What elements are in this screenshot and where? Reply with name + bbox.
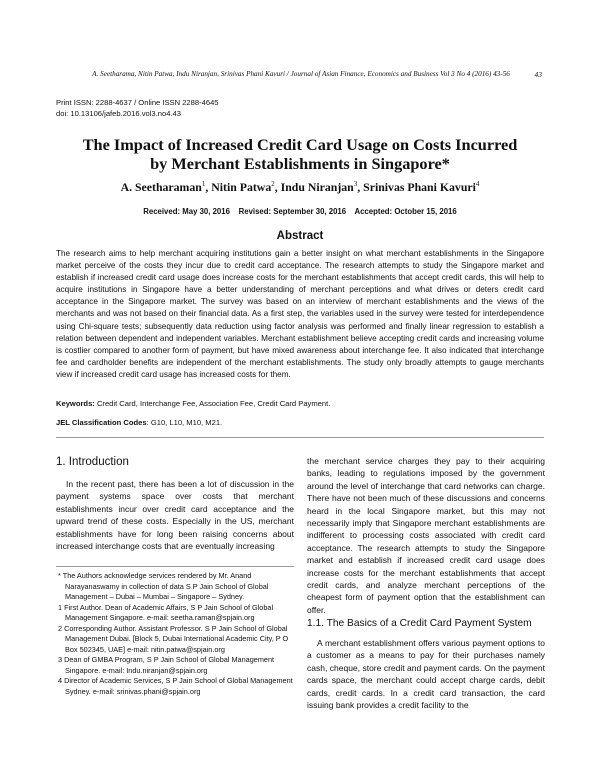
- jel-codes: [56, 418, 544, 427]
- footnote-2: 2 Corresponding Author. Assistant Professor. S P Jain School of Global Management Dubai. [Block 5, Dubai International Academic City, P O Box 502345, UAE] e-mail: nitin.patwa@spjain.org: [58, 623, 289, 654]
- footnote-3: 3 Dean of GMBA Program, S P Jain School of Global Management Singapore. e-mail: Indu.niranjan@spjain.org: [58, 655, 275, 675]
- section-divider: [56, 437, 544, 438]
- author-4: Srinivas Phani Kavuri: [363, 180, 476, 194]
- author-2-affil: 2: [271, 180, 275, 189]
- footnote-divider: [56, 566, 294, 567]
- subsection-paragraph: A merchant establishment offers various payment options to a customer as a means to pay for their purchases namely cash, cheque, store credit and payment cards. On the payment cards space, the merchant could accept charge cards, debit cards, credit cards. In a credit card transaction, the card issuing bank provides a credit facility to the: [307, 638, 545, 711]
- author-3-affil: 3: [353, 180, 358, 189]
- intro-heading: 1. Introduction: [56, 456, 129, 468]
- page-number: 43: [534, 70, 542, 79]
- article-dates: Received: May 30, 2016 Revised: September 30, 2016 Accepted: October 15, 2016: [143, 207, 457, 216]
- title-line-1: The Impact of Increased Credit Card Usage on Costs Incurred: [82, 135, 518, 154]
- keywords-text: Credit Card, Interchange Fee, Association Fee, Credit Card Payment.: [94, 399, 331, 408]
- abstract-text: The research aims to help merchant acquiring institutions gain a better insight on what merchant establishments in the Singapore market perceive of the costs they incur due to credit card acceptance. The research attempts to study the Singapore market and establish if increased credit card usage does increase costs for the merchant establishments that accept credit cards, this will help to acquire institutions in Singapore have a better understanding of merchant perceptions and what drives or deters credit card acceptance in the Singapore market. The survey was based on an interview of merchant establishments and the views of the merchants and was not based on their financial data. As a first step, the variables used in the survey were tested for interdependence using Chi-square tests; subsequently data reduction using factor analysis was performed and finally linear regression to establish a relation between dependent and independent variables. Merchant establishment believe accepting credit cards and increasing volume is costlier compared to another form of payment, but have mixed awareness about interchange fee. It also indicated that interchange fee and cardholder benefits are independent of the merchant establishments. The study only broadly attempts to gauge merchants view if increased credit card usage has increased costs for them.: [56, 249, 544, 379]
- footnote-4: 4 Director of Academic Services, S P Jain School of Global Management Sydney. e-mail: srinivas.phani@spjain.org: [58, 676, 293, 696]
- footnote-acknowledgement: * The Authors acknowledge services rendered by Mr. Anand Narayanaswamy in collection of data S P Jain School of Global Management – Dubai – Mumbai – Singapore – Sydney.: [58, 571, 269, 601]
- abstract-heading: Abstract: [276, 230, 324, 242]
- issn-block: [56, 97, 219, 119]
- title-line-2: by Merchant Establishments in Singapore*: [150, 154, 450, 173]
- jel-text: : G10, L10, M10, M21.: [146, 418, 223, 427]
- author-list: A. Seetharaman$^1$, Nitin Patwa$^2$, Indu Niranjan$^3$, Srinivas Phani Kavuri$^4$: [120, 180, 480, 194]
- author-4-affil: 4: [475, 180, 480, 189]
- author-2: Nitin Patwa: [211, 180, 272, 194]
- author-1-affil: 1: [201, 180, 206, 189]
- running-head: A. Seetharama, Nitin Patwa, Indu Niranjan, Srinivas Phani Kavuri / Journal of Asian Finance, Economics and Business Vol 3 No 4 (2016) 43-56: [92, 70, 510, 78]
- author-1: A. Seetharaman: [120, 180, 202, 194]
- subsection-heading: 1.1. The Basics of a Credit Card Payment System: [307, 618, 532, 629]
- intro-paragraph: In the recent past, there has been a lot of discussion in the payment systems space over costs that merchant establishments incur over credit card acceptance and the upward trend of these costs. Especially in the US, merchant establishments have for long been raising concerns about increased interchange costs that are eventually increasing: [56, 479, 294, 552]
- issn-line: Print ISSN: 2288-4637 / Online ISSN 2288-4645: [56, 98, 219, 107]
- footnotes: [56, 571, 294, 697]
- doi-line: doi: 10.13106/jafeb.2016.vol3.no4.43: [56, 109, 181, 118]
- author-3: Indu Niranjan: [280, 180, 354, 194]
- keywords: [56, 399, 544, 408]
- jel-label: JEL Classification Codes: [56, 418, 147, 427]
- keywords-label: Keywords:: [56, 399, 95, 408]
- footnote-1: 1 First Author. Dean of Academic Affairs, S P Jain School of Global Management Singapore. e-mail: seetha.raman@spjain.org: [58, 602, 274, 622]
- paper-title: [56, 135, 544, 173]
- intro-continued-paragraph: the merchant service charges they pay to their acquiring banks, leading to regulations imposed by the government around the level of interchange that card networks can charge. There have not been much of these discussions and concerns heard in the local Singapore market, but this may not necessarily imply that Singapore merchant establishments are indifferent to processing costs associated with credit card acceptance. The research attempts to study the Singapore market and establish if increased credit card usage does increase costs for the merchant establishments that accept credit cards, and analyze merchant perceptions of the cheapest form of payment option that the establishment can offer.: [307, 456, 545, 615]
